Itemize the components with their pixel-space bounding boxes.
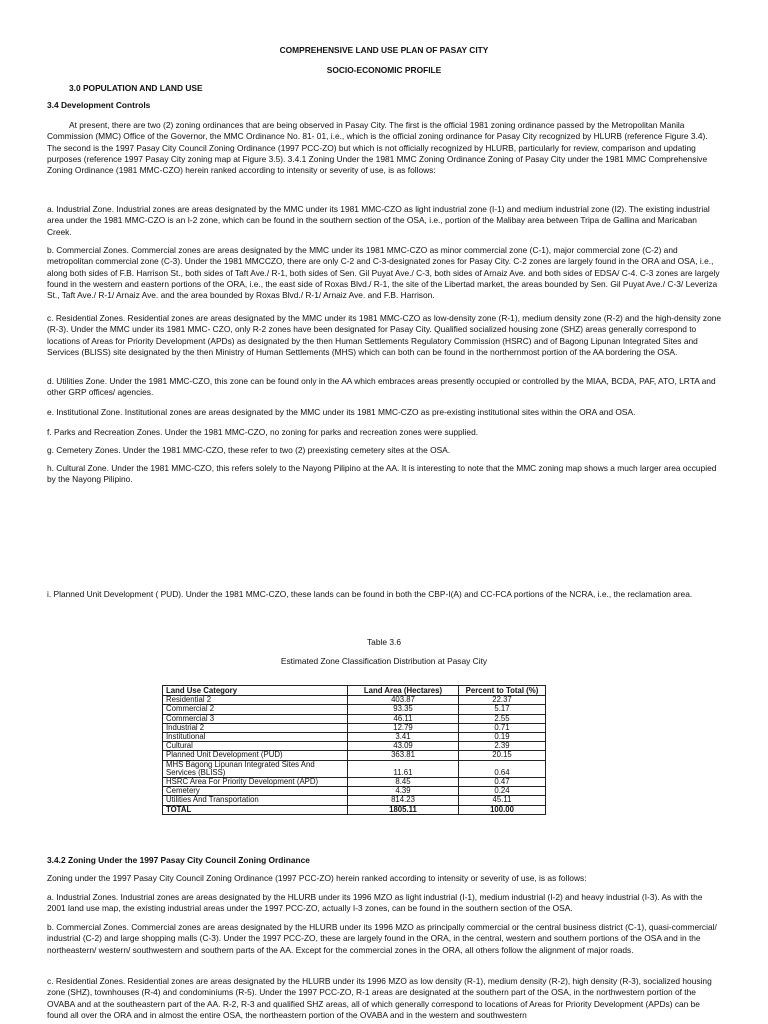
table-total-row bbox=[163, 805, 546, 814]
header-percent: Percent to Total (%) bbox=[459, 686, 546, 696]
paragraph-pud: i. Planned Unit Development ( PUD). Under the 1981 MMC-CZO, these lands can be found in both the CBP-I(A) and CC-FCA portions of the NCRA, i.e., the reclamation area. bbox=[47, 589, 693, 599]
table-cell: 814.23 bbox=[348, 796, 459, 805]
paragraph-cemetery-zones: g. Cemetery Zones. Under the 1981 MMC-CZO, these refer to two (2) preexisting cemetery sites at the OSA. bbox=[47, 445, 451, 455]
table-row bbox=[163, 723, 546, 732]
table-label: Table 3.6 bbox=[367, 637, 401, 647]
table-row bbox=[163, 705, 546, 714]
table-row bbox=[163, 751, 546, 760]
table-cell: 0.47 bbox=[459, 778, 546, 787]
table-cell: 22.37 bbox=[459, 696, 546, 705]
table-row bbox=[163, 778, 546, 787]
document-subtitle: SOCIO-ECONOMIC PROFILE bbox=[326, 65, 442, 75]
table-cell: 0.24 bbox=[459, 787, 546, 796]
table-row bbox=[163, 796, 546, 805]
table-cell: 46.11 bbox=[348, 714, 459, 723]
table-cell: TOTAL bbox=[163, 805, 348, 814]
table-cell: 20.15 bbox=[459, 751, 546, 760]
table-cell: HSRC Area For Priority Development (APD) bbox=[163, 778, 348, 787]
paragraph-parks-zones: f. Parks and Recreation Zones. Under the 1981 MMC-CZO, no zoning for parks and recreation zones were supplied. bbox=[47, 427, 479, 437]
table-cell: Commercial 3 bbox=[163, 714, 348, 723]
zone-distribution-table bbox=[162, 685, 546, 815]
document-title: COMPREHENSIVE LAND USE PLAN OF PASAY CITY bbox=[279, 45, 489, 55]
table-cell: 2.55 bbox=[459, 714, 546, 723]
table-cell: 0.71 bbox=[459, 723, 546, 732]
table-cell: 5.17 bbox=[459, 705, 546, 714]
section2-intro: Zoning under the 1997 Pasay City Council Zoning Ordinance (1997 PCC-ZO) herein ranked according to intensity or severity of use, is as follows: bbox=[47, 873, 587, 883]
table-cell: 100.00 bbox=[459, 805, 546, 814]
table-cell: Cemetery bbox=[163, 787, 348, 796]
table-cell: 363.81 bbox=[348, 751, 459, 760]
section2-industrial-zones: a. Industrial Zones. Industrial zones are areas designated by the HLURB under its 1996 MZO as light industrial (I-1), medium industrial (I-2) and heavy industrial (I-3). As with the 2001 land use map, the existing industrial areas under the 1997 PCC-ZO, actually I-3 zones, can be found in the southern section of the OSA. bbox=[47, 892, 703, 914]
table-cell: 4.39 bbox=[348, 787, 459, 796]
table-cell: 2.39 bbox=[459, 742, 546, 751]
paragraph-institutional-zone: e. Institutional Zone. Institutional zones are areas designated by the MMC under its 1981 MMC-CZO as pre-existing institutional sites within the ORA and OSA. bbox=[47, 407, 636, 417]
table-cell: 43.09 bbox=[348, 742, 459, 751]
header-land-use-category: Land Use Category bbox=[163, 686, 348, 696]
table-cell: 93.35 bbox=[348, 705, 459, 714]
table-cell: Industrial 2 bbox=[163, 723, 348, 732]
section2-heading: 3.4.2 Zoning Under the 1997 Pasay City Council Zoning Ordinance bbox=[47, 855, 310, 865]
paragraph-utilities-zone: d. Utilities Zone. Under the 1981 MMC-CZO, this zone can be found only in the AA which embraces areas presently occupied or controlled by the MIAA, BCDA, PAF, ATO, LRTA and other GRP offices/ agencies. bbox=[47, 376, 716, 398]
table-caption: Estimated Zone Classification Distribution at Pasay City bbox=[280, 656, 488, 666]
paragraph-residential-zones: c. Residential Zones. Residential zones are areas designated by the MMC under its 1981 MMC-CZO as low-density zone (R-1), medium density zone (R-2) and the high-density zone (R-3). Under the MMC under its 1981 MMC- CZO, only R-2 zones have been designated for Pasay City. Qualified socialized housing zone (SHZ) areas generally correspond to locations of Areas for Priority Development (APDs) as designated by the then Human Settlements Regulatory Commission (HSRC) and of Bagong Lipunan Integrated Sites and Services (BLISS) site designated by the then Ministry of Human Settlements (MHS) which can both can be found in the northernmost portion of the AA bordering the OSA. bbox=[47, 313, 722, 357]
table-row bbox=[163, 696, 546, 705]
table-row bbox=[163, 760, 546, 777]
table-cell: 12.79 bbox=[348, 723, 459, 732]
table-cell: Utilities And Transportation bbox=[163, 796, 348, 805]
table-row bbox=[163, 733, 546, 742]
section-heading: 3.0 POPULATION AND LAND USE bbox=[69, 83, 203, 93]
table-cell: 8.45 bbox=[348, 778, 459, 787]
section2-residential-zones: c. Residential Zones. Residential zones are areas designated by the HLURB under its 1996 MZO as low density (R-1), medium density (R-2), high density (R-3), socialized housing zone (SHZ), townhouses (R-4) and condominiums (R-5). Under the 1997 PCC-ZO, R-1 areas are designated at the southern part of the OSA, in the northwestern portion of the OVABA and at the southeastern part of the AA. R-2, R-3 and qualified SHZ areas, all of which generally correspond to locations of Areas for Priority Development (APDs) can be found all over the ORA and in almost the entire OSA, the northeastern portion of the OVABA and in the western and southwestern bbox=[47, 976, 712, 1020]
table-cell: Cultural bbox=[163, 742, 348, 751]
table-cell: 0.19 bbox=[459, 733, 546, 742]
section-subheading: 3.4 Development Controls bbox=[47, 100, 151, 110]
table-cell: 403.87 bbox=[348, 696, 459, 705]
header-land-area: Land Area (Hectares) bbox=[348, 686, 459, 696]
paragraph-cultural-zone: h. Cultural Zone. Under the 1981 MMC-CZO, this refers solely to the Nayong Pilipino at the AA. It is interesting to note that the MMC zoning map shows a much larger area occupied by the Nayong Pilipino. bbox=[47, 463, 717, 485]
table-cell: 11.61 bbox=[348, 760, 459, 777]
table-cell: 1805.11 bbox=[348, 805, 459, 814]
table-cell: 0.64 bbox=[459, 760, 546, 777]
table-cell: 3.41 bbox=[348, 733, 459, 742]
table-cell: MHS Bagong Lipunan Integrated Sites And Services (BLISS) bbox=[163, 760, 348, 777]
table-cell: Institutional bbox=[163, 733, 348, 742]
table-cell: 45.11 bbox=[459, 796, 546, 805]
table-header-row bbox=[163, 686, 546, 696]
paragraph-commercial-zones: b. Commercial Zones. Commercial zones are areas designated by the MMC under its 1981 MMC-CZO as minor commercial zone (C-1), major commercial zone (C-2) and metropolitan commercial zone (C-3). Under the 1981 MMCCZO, there are only C-2 and C-3-designated zones for Pasay City. C-2 zones are largely found in the ORA and OSA, i.e., along both sides of F.B. Harrison St., both sides of Taft Ave./ R-1, both sides of Sen. Gil Puyat Ave./ C-3, both sides of Arnaiz Ave. and both sides of EDSA/ C-4. C-3 zones are largely found in the western and eastern portions of the ORA, i.e., the east side of Roxas Blvd./ R-1, the site of the Libertad market, the areas bounded by Sen. Gil Puyat Ave./ C-3/ Leveriza St., Taft Ave./ R-1/ Arnaiz Ave. and the area bounded by Roxas Blvd./ R-1/ Arnaiz Ave. and F.B. Harrison. bbox=[47, 245, 720, 301]
table-cell: Residential 2 bbox=[163, 696, 348, 705]
table-cell: Commercial 2 bbox=[163, 705, 348, 714]
table-row bbox=[163, 714, 546, 723]
table-cell: Planned Unit Development (PUD) bbox=[163, 751, 348, 760]
section2-commercial-zones: b. Commercial Zones. Commercial zones are areas designated by the HLURB under its 1996 MZO as principally commercial or the central business district (C-1), quasi-commercial/ industrial (C-2) and large shopping malls (C-3). Under the 1997 PCC-ZO, these are largely found in the ORA, in the central, western and southern portions of the OSA and in the northeastern/ western/ southwestern and southern parts of the AA. Except for the commercial zones in the ORA, all others follow the alignment of major roads. bbox=[47, 922, 717, 955]
paragraph-industrial-zone: a. Industrial Zone. Industrial zones are areas designated by the MMC under its 1981 MMC-CZO as light industrial zone (I-1) and medium industrial zone (I2). The existing industrial area under the 1981 MMC-CZO is an I-2 zone, which can be found in the southern section of the OSA, i.e., portion of the Malibay area between Tripa de Gallina and Maricaban Creek. bbox=[47, 204, 710, 237]
intro-paragraph: At present, there are two (2) zoning ordinances that are being observed in Pasay City. The first is the official 1981 zoning ordinance passed by the Metropolitan Manila Commission (MMC) Office of the Governor, the MMC Ordinance No. 81- 01, i.e., which is the official zoning ordinance for Pasay City recognized by HLURB (reference Figure 3.4). The second is the 1997 Pasay City Council Zoning Ordinance (1997 PCC-ZO) but which is not officially recognized by HLURB, particularly for review, comparison and updating purposes (reference 1997 Pasay City zoning map at Figure 3.5). 3.4.1 Zoning Under the 1981 MMC Zoning Ordinance Zoning of Pasay City under the 1981 MMC Comprehensive Zoning Ordinance (1981 MMC-CZO) herein ranked according to intensity or severity of use, is as follows: bbox=[47, 120, 708, 176]
